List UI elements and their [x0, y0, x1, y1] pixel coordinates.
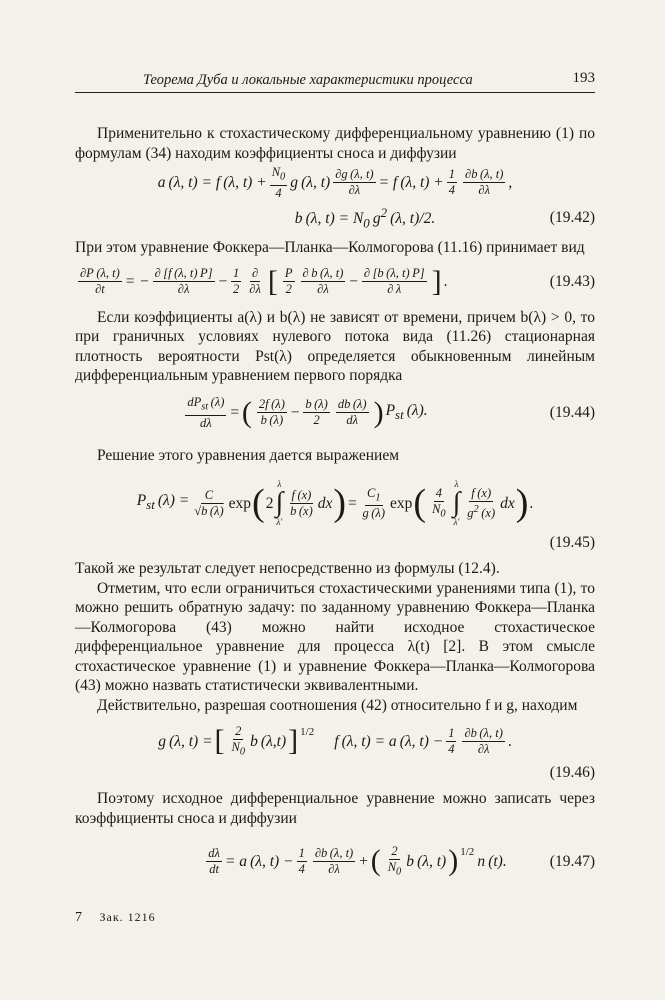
- equation-19-43: $\frac{\partial P (\lambda, t)}{\partial t}$ = − $\frac{\partial [f (\lambda, t) P]}{\partial\lambda}$ − $\frac{1}{2}$ ∂ ∂λ [ P 2 ∂ b (λ, t) ∂λ − $\frac{\partial [b (\lambda, t) P]}{\partial \lambda}$ ] . (19.43): [80, 264, 595, 298]
- paragraph-3: Если коэффициенты a(λ) и b(λ) не зависят от времени, причем b(λ) > 0, то при граничных условиях нулевого потока вида (11.26) стационарная плотность вероятности Pst(λ) определяется обыкновенным линейным дифференциальным уравнением первого порядка: [75, 308, 595, 385]
- equation-19-45: $P_{st}$ (λ) = $\frac{C}{√b (\lambda)}$ exp ( 2 λ ∫ λ′ f (x) b (x) dx ) = $\frac{C_1}{g (\lambda)}$ exp ( 4 $N_0$ λ ∫ λ′ f (x) $g^2$ (x) dx ) . (19.45): [136, 479, 595, 552]
- page-number: 193: [572, 70, 595, 86]
- running-title: Теорема Дуба и локальные характеристики процесса: [143, 72, 473, 88]
- paragraph-5: Такой же результат следует непосредственно из формулы (12.4).: [75, 560, 500, 578]
- sheet-number: 7: [75, 910, 82, 925]
- paragraph-1: Применительно к стохастическому дифференциальному уравнению (1) по формулам (34) находим коэффициенты сноса и диффузии: [75, 125, 595, 162]
- running-header: [75, 70, 595, 93]
- page-footer: [75, 910, 156, 926]
- paragraph-4: Решение этого уравнения дается выражением: [97, 446, 400, 464]
- equation-19-42: a (λ, t) = f (λ, t) + $\frac{N_0}{4}$ g (λ, t) $\frac{\partial g (\lambda, t)}{\partial\lambda}$ = f (λ, t) + $\frac{1}{4}$ ∂b (λ, t) ∂λ , b (λ, $t) = N_0$ $g^2$ (λ, t)/2. (19.42): [157, 165, 595, 230]
- equation-number-19-42: (19.42): [549, 208, 595, 226]
- paragraph-8: Поэтому исходное дифференциальное уравнение можно записать через коэффициенты сноса и диффузии: [75, 790, 595, 827]
- equation-19-47: $\frac{d\lambda}{dt}$ = a (λ, t) − $\frac{1}{4}$ ∂b (λ, t) ∂λ + ( 2 $N_0$ b (λ, t) ) $^{1/2}$ n (t). (19.47): [208, 843, 595, 878]
- paragraph-6: Отметим, что если ограничиться стохастическими уранениями типа (1), то можно решить обратную задачу: по заданному уравнению Фоккера—Планка—Колмогорова (43) можно найти исходное стохастическое дифференциальное уравнение для процесса λ(t) [2]. В этом смысле стохастическое уравнение (1) и уравнение Фоккера—Планка—Колмогорова (43) можно назвать статистически эквивалентными.: [75, 579, 595, 695]
- paragraph-7: Действительно, разрешая соотношения (42) относительно f и g, находим: [97, 696, 578, 714]
- equation-number-19-47: (19.47): [549, 852, 595, 870]
- equation-number-19-43: (19.43): [549, 273, 595, 290]
- equation-19-46: g (λ, t) = [ 2 $N_0$ b (λ,t) ] $^{1/2}$ f (λ, t) = a (λ, t) − $\frac{1}{4}$ ∂b (λ, t) ∂λ . (19.46): [158, 723, 595, 782]
- printer-signature: Зак. 1216: [99, 910, 156, 924]
- paragraph-2: При этом уравнение Фоккера—Планка—Колмогорова (11.16) принимает вид: [75, 239, 585, 257]
- equation-number-19-44: (19.44): [549, 404, 595, 421]
- equation-19-44: $dP_{st}$ (λ) dλ = ( 2f (λ) b (λ) − $\frac{b (\lambda)}{2}$ db (λ) dλ ) $P_{st}$ (λ). (19.44): [187, 395, 595, 430]
- equation-number-19-45: (19.45): [549, 534, 595, 552]
- equation-number-19-46: (19.46): [549, 764, 595, 782]
- page-body: [75, 124, 595, 884]
